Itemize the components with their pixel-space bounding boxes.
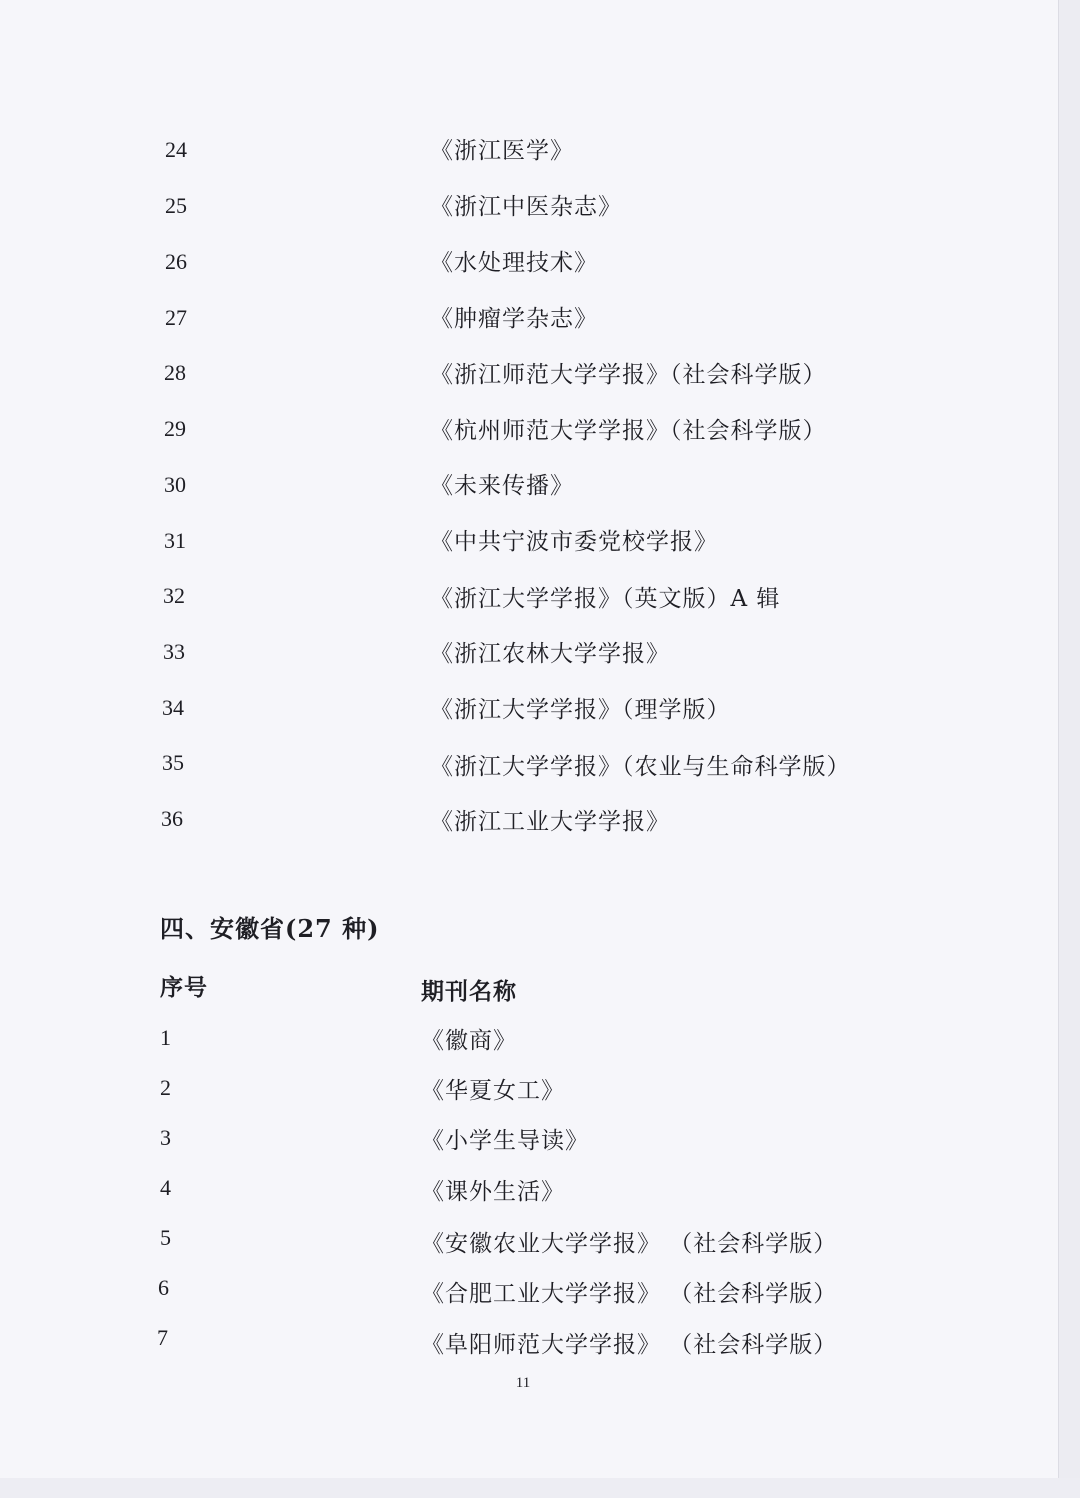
entry-title: 《杭州师范大学学报》（社会科学版） (430, 418, 827, 444)
entry-number: 4 (160, 1175, 171, 1200)
entry-title: 《课外生活》 (421, 1179, 565, 1205)
entry-title: 《浙江师范大学学报》（社会科学版） (430, 362, 827, 388)
page-number: 11 (515, 1375, 531, 1391)
entry-number: 28 (164, 360, 186, 385)
entry-number: 36 (161, 806, 183, 831)
entry-number: 26 (165, 249, 187, 274)
entry-number: 2 (160, 1075, 171, 1100)
entry-number: 34 (162, 695, 184, 720)
entry-title: 《水处理技术》 (430, 250, 598, 276)
entry-title: 《浙江大学学报》（农业与生命科学版） (430, 754, 851, 780)
entry-title: 《肿瘤学杂志》 (430, 306, 598, 332)
entry-title: 《阜阳师范大学学报》 （社会科学版） (421, 1332, 838, 1358)
entry-number: 1 (160, 1025, 171, 1050)
entry-title: 《未来传播》 (430, 473, 574, 499)
entry-title: 《浙江农林大学学报》 (430, 641, 670, 667)
page-edge-shadow (1058, 0, 1080, 1498)
entry-number: 7 (157, 1325, 168, 1350)
entry-number: 24 (165, 137, 187, 162)
entry-title: 《浙江医学》 (430, 138, 574, 164)
entry-number: 30 (164, 472, 186, 497)
entry-title: 《浙江中医杂志》 (430, 194, 622, 220)
column-header-title: 期刊名称 (421, 978, 517, 1005)
entry-number: 27 (165, 305, 187, 330)
page-bottom-edge (0, 1478, 1080, 1498)
entry-number: 29 (164, 416, 186, 441)
entry-title: 《中共宁波市委党校学报》 (430, 529, 718, 555)
section-heading: 四、安徽省(27 种) (160, 914, 380, 943)
entry-number: 33 (163, 639, 185, 664)
entry-title: 《合肥工业大学学报》 （社会科学版） (421, 1281, 838, 1307)
entry-number: 5 (160, 1225, 171, 1250)
entry-title: 《安徽农业大学学报》 （社会科学版） (421, 1231, 838, 1257)
entry-title: 《浙江大学学报》（理学版） (430, 697, 731, 723)
entry-title: 《华夏女工》 (421, 1078, 565, 1104)
entry-title: 《小学生导读》 (421, 1128, 589, 1154)
entry-number: 35 (162, 750, 184, 775)
column-header-number: 序号 (160, 974, 208, 1001)
entry-number: 32 (163, 583, 185, 608)
entry-number: 25 (165, 193, 187, 218)
entry-title: 《徽商》 (421, 1028, 517, 1054)
entry-number: 6 (158, 1275, 169, 1300)
entry-number: 31 (164, 528, 186, 553)
entry-number: 3 (160, 1125, 171, 1150)
entry-title: 《浙江大学学报》（英文版）A 辑 (430, 586, 781, 612)
entry-title: 《浙江工业大学学报》 (430, 809, 670, 835)
